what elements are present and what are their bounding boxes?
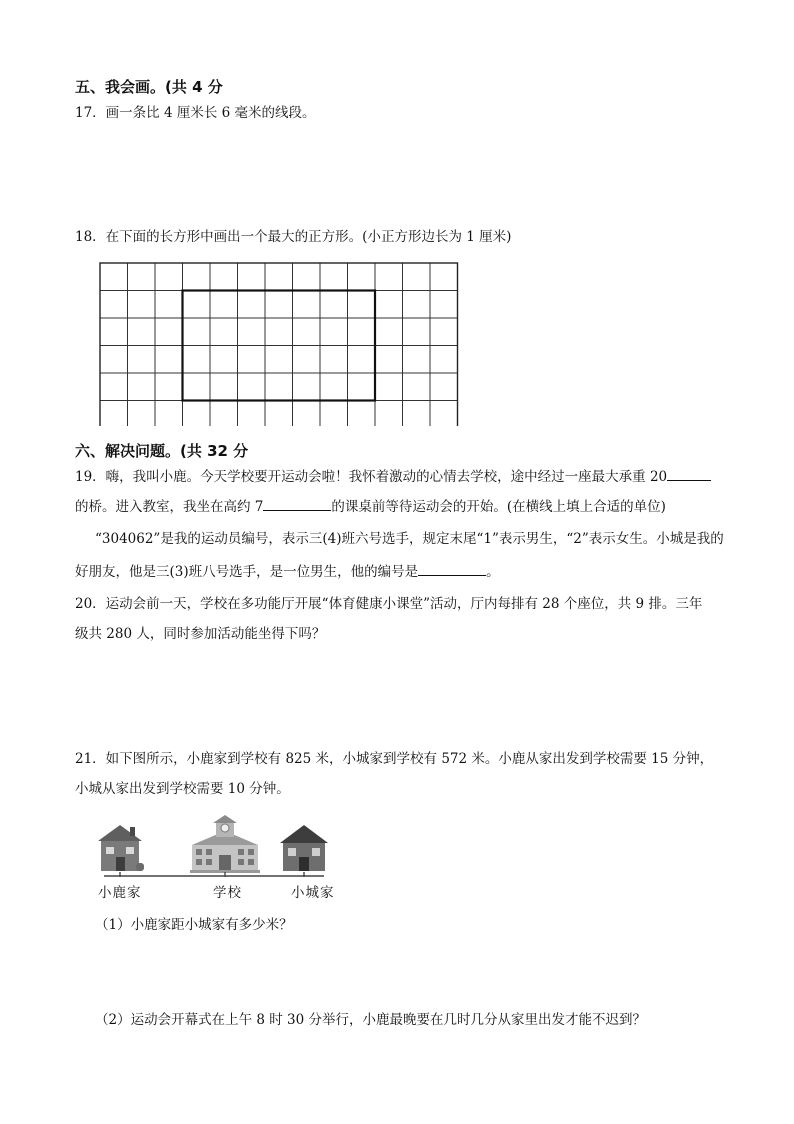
question-20-line-2: 级共 280 人，同时参加活动能坐得下吗？ bbox=[75, 626, 326, 642]
answer-blank-2[interactable] bbox=[263, 496, 331, 511]
question-21-line-2: 小城从家出发到学校需要 10 分钟。 bbox=[75, 781, 290, 797]
question-19-text-4b: 。 bbox=[486, 564, 500, 580]
house-left-icon bbox=[98, 825, 144, 871]
question-21-line-1: 21．如下图所示，小鹿家到学校有 825 米，小城家到学校有 572 米。小鹿从家出发到学校需要 15 分钟， bbox=[75, 751, 714, 767]
question-19-text-4a: 好朋友，他是三(3)班八号选手，是一位男生，他的编号是 bbox=[75, 564, 419, 580]
question-19-text-2a: 的桥。进入教室，我坐在高约 7 bbox=[75, 499, 264, 515]
question-19-line-3: “304062”是我的运动员编号，表示三(4)班六号选手，规定末尾“1”表示男生，“2”表示女生。小城是我的 bbox=[95, 531, 724, 547]
section-5-heading: 五、我会画。(共 4 分 bbox=[75, 78, 223, 96]
question-18: 18．在下面的长方形中画出一个最大的正方形。(小正方形边长为 1 厘米) bbox=[75, 229, 512, 245]
question-17: 17．画一条比 4 厘米长 6 毫米的线段。 bbox=[75, 105, 316, 121]
answer-blank-1[interactable] bbox=[667, 466, 711, 481]
question-20-line-1: 20．运动会前一天，学校在多功能厅开展“体育健康小课堂”活动，厅内每排有 28 个座位，共 9 排。三年 bbox=[75, 596, 703, 612]
route-illustration bbox=[92, 815, 352, 877]
label-xiaolu-home: 小鹿家 bbox=[98, 885, 142, 901]
question-19-text-2b: 的课桌前等待运动会的开始。(在横线上填上合适的单位) bbox=[331, 499, 666, 515]
question-19-line-1 bbox=[75, 466, 711, 487]
question-21-sub-1: （1）小鹿家距小城家有多少米？ bbox=[95, 917, 293, 933]
section-6-heading: 六、解决问题。(共 32 分 bbox=[75, 442, 249, 460]
label-xiaocheng-home: 小城家 bbox=[291, 885, 335, 901]
house-right-icon bbox=[280, 825, 328, 871]
school-icon bbox=[190, 815, 260, 873]
question-19-line-2 bbox=[75, 496, 666, 517]
label-school: 学校 bbox=[213, 885, 242, 901]
question-19-line-4 bbox=[75, 561, 500, 582]
question-19-text-1: 19．嗨，我叫小鹿。今天学校要开运动会啦！我怀着激动的心情去学校，途中经过一座最大承重 20 bbox=[75, 469, 668, 485]
square-grid bbox=[99, 262, 461, 426]
answer-blank-3[interactable] bbox=[418, 561, 486, 576]
question-21-sub-2: （2）运动会开幕式在上午 8 时 30 分举行，小鹿最晚要在几时几分从家里出发才能不迟到？ bbox=[95, 1012, 647, 1028]
